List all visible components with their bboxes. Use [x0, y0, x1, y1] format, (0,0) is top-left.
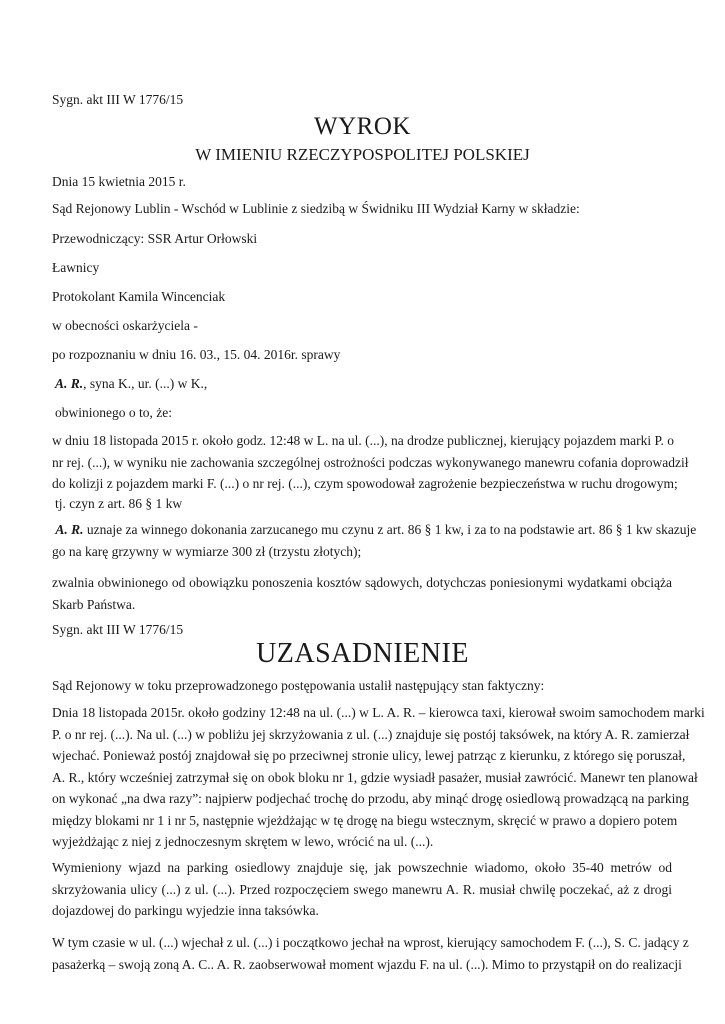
justification-paragraph-1: [52, 702, 705, 853]
paragraph-line: W tym czasie w ul. (...) wjechał z ul. (...) i początkowo jechał na wprost, kierujący samochodem F. (...), S. C. jadący z: [52, 935, 689, 950]
defendant-details: , syna K., ur. (...) w K.,: [83, 376, 208, 391]
paragraph-line: wyjeżdżając z niej z jednoczesnym skrętem w lewo, wrócić na ul. (...).: [52, 834, 434, 849]
court-name: Sąd Rejonowy Lublin - Wschód w Lublinie z siedzibą w Świdniku III Wydział Karny w składzie:: [52, 201, 580, 216]
ruling-paragraph: [52, 519, 697, 562]
examined-line: po rozpoznaniu w dniu 16. 03., 15. 04. 2016r. sprawy: [52, 347, 341, 362]
costs-line: zwalnia obwinionego od obowiązku ponoszenia kosztów sądowych, dotychczas poniesionymi wydatkami obciąża: [52, 575, 672, 590]
charge-line: do kolizji z pojazdem marki F. (...) o nr rej. (...), czym spowodował zagrożenie bezpieczeństwa w ruchu drogowym;: [52, 476, 678, 491]
paragraph-line: między blokami nr 1 i nr 5, następnie wjeżdżając w tę drogę na biegu wstecznym, skręcić w prawo a dopiero potem: [52, 812, 678, 828]
charge-paragraph: [52, 430, 689, 495]
presiding-judge: Przewodniczący: SSR Artur Orłowski: [52, 231, 258, 246]
paragraph-line: pasażerką – swoją zoną A. C.. A. R. zaobserwował moment wjazdu F. na ul. (...). Mimo to przystąpił on do realizacji: [52, 956, 682, 972]
paragraph-line: skrzyżowania ulicy (...) z ul. (...). Przed rozpoczęciem swego manewru A. R. musiał chwilę poczekać, aż z drogi: [52, 881, 672, 897]
ruling-line: go na karę grzywny w wymiarze 300 zł (trzystu złotych);: [52, 543, 362, 559]
justification-intro: Sąd Rejonowy w toku przeprowadzonego postępowania ustalił następujący stan faktyczny:: [52, 678, 545, 693]
defendant-name: A. R.: [55, 376, 84, 391]
paragraph-line: P. o nr rej. (...). Na ul. (...) w pobliżu jej skrzyżowania z ul. (...) znajduje się postój taksówek, na który A. R. zamierzał: [52, 726, 690, 742]
verdict-subtitle: W IMIENIU RZECZYPOSPOLITEJ POLSKIEJ: [195, 145, 530, 164]
accused-of-line: obwinionego o to, że:: [55, 405, 172, 420]
costs-line: Skarb Państwa.: [52, 596, 136, 612]
justification-paragraph-2: [52, 857, 672, 922]
justification-paragraph-3: [52, 932, 689, 975]
signature-top: Sygn. akt III W 1776/15: [52, 92, 184, 107]
justification-title: UZASADNIENIE: [256, 638, 469, 669]
paragraph-line: dojazdowej do parkingu wyjedzie inna taksówka.: [52, 903, 319, 918]
signature-justification: Sygn. akt III W 1776/15: [52, 622, 184, 637]
ruling-line: A. R. uznaje za winnego dokonania zarzucanego mu czynu z art. 86 § 1 kw, i za to na podstawie art. 86 § 1 kw skazuje: [55, 522, 697, 537]
verdict-title: WYROK: [314, 113, 411, 140]
court-clerk: Protokolant Kamila Wincenciak: [52, 289, 226, 304]
paragraph-line: Dnia 18 listopada 2015r. około godziny 12:48 na ul. (...) w L. A. R. – kierowca taxi, kierował swoim samochodem marki: [52, 705, 705, 720]
charge-line: nr rej. (...), w wyniku nie zachowania szczególnej ostrożności podczas wykonywanego manewru cofania doprowadził: [52, 454, 689, 470]
costs-paragraph: [52, 572, 672, 615]
paragraph-line: Wymieniony wjazd na parking osiedlowy znajduje się, jak powszechnie wiadomo, około 35-40 metrów od: [52, 860, 672, 875]
prosecutor-line: w obecności oskarżyciela -: [52, 318, 198, 333]
defendant-line: [55, 375, 207, 393]
paragraph-line: A. R., który wcześniej zatrzymał się on obok bloku nr 1, gdzie wysiadł pasażer, musiał zawrócić. Manewr ten planował: [52, 769, 698, 785]
paragraph-line: wjechać. Ponieważ postój znajdował się po przeciwnej stronie ulicy, lewej patrząc z kierunku, z którego się poruszał,: [52, 748, 686, 763]
article-line: tj. czyn z art. 86 § 1 kw: [55, 496, 183, 511]
verdict-date: Dnia 15 kwietnia 2015 r.: [52, 174, 186, 189]
lay-judges: Ławnicy: [52, 260, 100, 275]
ruling-defendant-name: A. R.: [55, 522, 84, 537]
charge-line: w dniu 18 listopada 2015 r. około godz. 12:48 w L. na ul. (...), na drodze publicznej, kierujący pojazdem marki P. o: [52, 433, 674, 448]
paragraph-line: on wykonać „na dwa razy”: najpierw podjechać trochę do przodu, aby minąć drogę osiedlową prowadzącą na parking: [52, 791, 689, 806]
